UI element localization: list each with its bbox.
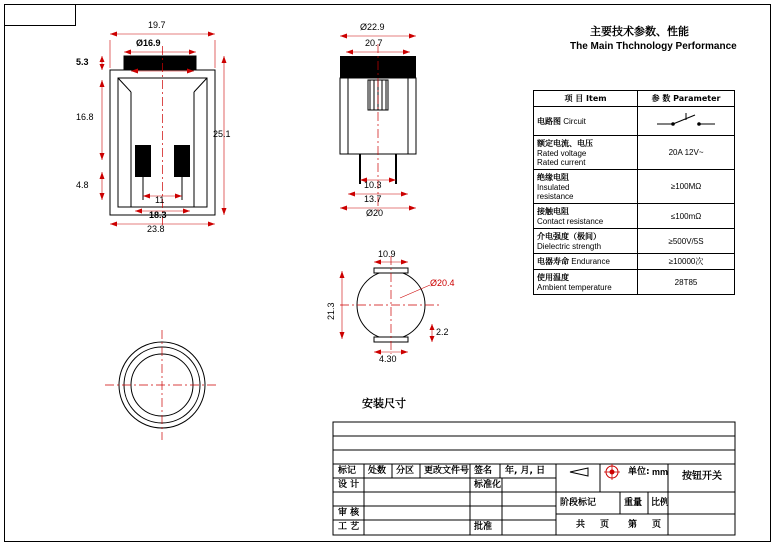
tb-unit-label: 单位:: [628, 467, 650, 477]
install-dimension-label: 安装尺寸: [362, 397, 406, 410]
tb-role-process: 工 艺: [338, 522, 360, 532]
spec-value-dielectric: ≥500V/5S: [638, 229, 735, 254]
spec-label-contact-cn: 接触电阻: [537, 207, 569, 216]
tb-header-mark: 标记: [338, 466, 357, 476]
tb-sheet-total-label: 共: [576, 520, 586, 530]
tb-sheet-label: 第: [628, 520, 638, 530]
dim-front-4-8: 4.8: [76, 180, 89, 190]
tb-header-zone: 分区: [396, 466, 415, 476]
tb-role-approve: 批准: [474, 522, 493, 532]
spec-label-dielectric-cn: 介电强度（极间）: [537, 232, 601, 241]
spec-header-item: 项 目 Item: [534, 91, 638, 107]
tb-role-standardize: 标准化: [474, 480, 502, 490]
spec-label-contact-en: Contact resistance: [537, 217, 604, 226]
tb-scale-label: 比例: [651, 498, 670, 508]
dim-side-13-7: 13.7: [364, 194, 382, 204]
dim-mount-4-30: 4.30: [379, 354, 397, 364]
dim-front-23-8: 23.8: [147, 224, 165, 234]
tb-role-design: 设 计: [338, 480, 360, 490]
dim-front-16-9: Ø16.9: [136, 38, 161, 48]
dim-side-20: Ø20: [366, 208, 384, 218]
tb-stage-label: 阶段标记: [560, 498, 597, 508]
spec-label-rated-en-1: Rated voltage: [537, 149, 587, 158]
spec-label-temperature-en: Ambient temperature: [537, 283, 612, 292]
tb-weight-label: 重量: [624, 498, 643, 508]
tb-unit-value: mm: [652, 467, 669, 477]
dim-side-22-9: Ø22.9: [360, 22, 385, 32]
spec-label-rated-cn: 额定电流、电压: [537, 139, 593, 148]
tb-role-review: 审 核: [338, 508, 360, 518]
spec-label-rated-en-2: Rated current: [537, 158, 586, 167]
spec-label-circuit-cn: 电路图: [537, 116, 561, 126]
tb-header-sign: 签名: [474, 466, 493, 476]
spec-label-insulated-en-2: resistance: [537, 192, 574, 201]
dim-side-20-7: 20.7: [365, 38, 383, 48]
tb-header-count: 处数: [368, 466, 387, 476]
dim-side-10-3: 10.3: [364, 180, 382, 190]
dim-front-2: 2: [124, 62, 130, 72]
dim-front-11: 11: [155, 195, 165, 205]
spec-label-endurance-cn: 电器寿命: [537, 257, 569, 266]
dim-mount-20-4: Ø20.4: [430, 278, 455, 288]
dim-front-5-3: 5.3: [76, 57, 89, 67]
spec-label-temperature-cn: 使用温度: [537, 273, 569, 282]
dim-front-25-1: 25.1: [213, 129, 231, 139]
spec-label-insulated-en-1: Insulated: [537, 183, 570, 192]
spec-header-parameter: 参 数 Parameter: [638, 91, 735, 107]
tb-header-date: 年, 月, 日: [505, 466, 546, 476]
dim-front-19-7: 19.7: [148, 20, 166, 30]
spec-value-contact: ≤100mΩ: [638, 204, 735, 229]
dim-mount-10-9: 10.9: [378, 249, 396, 259]
spec-value-rated: 20A 12V~: [638, 136, 735, 170]
dim-mount-2-2: 2.2: [436, 327, 449, 337]
tb-page-label: 页: [600, 520, 610, 530]
spec-value-insulated: ≥100MΩ: [638, 170, 735, 204]
dim-mount-21-3: 21.3: [326, 302, 336, 320]
spec-label-circuit-en: Circuit: [563, 116, 586, 126]
tb-header-docno: 更改文件号: [424, 466, 470, 476]
spec-label-insulated-cn: 绝缘电阻: [537, 173, 569, 182]
spec-title-en: The Main Thchnology Performance: [570, 41, 737, 52]
spec-title-cn: 主要技术参数、性能: [590, 25, 689, 38]
spec-label-dielectric-en: Dielectric strength: [537, 242, 602, 251]
tb-page-label-2: 页: [652, 520, 662, 530]
dim-front-18-3: 18.3: [149, 210, 167, 220]
spec-value-temperature: 28T85: [638, 270, 735, 295]
spec-value-endurance: ≥10000次: [638, 254, 735, 270]
spec-label-endurance-en: Endurance: [571, 257, 610, 266]
dim-front-16-8: 16.8: [76, 112, 94, 122]
part-name: 按钮开关: [682, 471, 722, 482]
